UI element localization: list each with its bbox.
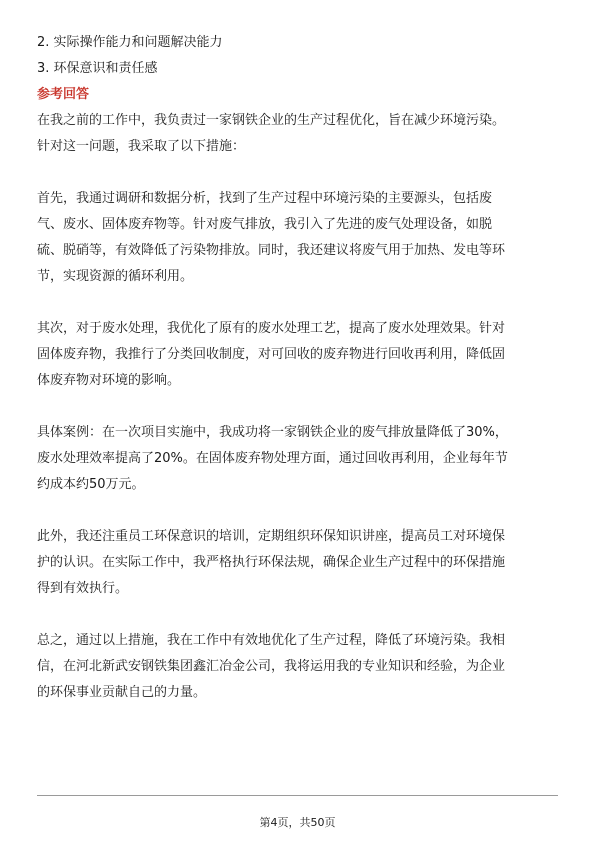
paragraph-line: 具体案例：在一次项目实施中，我成功将一家钢铁企业的废气排放量降低了30%， xyxy=(37,425,508,440)
answer-heading: 参考回答 xyxy=(37,87,90,102)
paragraph-line: 废水处理效率提高了20%。在固体废弃物处理方面，通过回收再利用，企业每年节 xyxy=(37,451,508,466)
paragraph xyxy=(37,316,558,394)
paragraph xyxy=(37,186,558,290)
paragraph-line: 固体废弃物，我推行了分类回收制度，对可回收的废弃物进行回收再利用，降低固 xyxy=(37,347,506,362)
paragraph-line: 约成本约50万元。 xyxy=(37,477,145,492)
paragraph xyxy=(37,108,558,160)
paragraph-line: 针对这一问题，我采取了以下措施： xyxy=(37,139,246,154)
paragraph xyxy=(37,628,558,706)
paragraph-spacer xyxy=(37,290,558,316)
paragraph-line: 硫、脱硝等，有效降低了污染物排放。同时，我还建议将废气用于加热、发电等环 xyxy=(37,243,506,258)
paragraph-spacer xyxy=(37,394,558,420)
paragraph-line: 其次，对于废水处理，我优化了原有的废水处理工艺，提高了废水处理效果。针对 xyxy=(37,321,506,336)
paragraph-line: 体废弃物对环境的影响。 xyxy=(37,373,181,388)
list-item: 2. 实际操作能力和问题解决能力 xyxy=(37,35,223,50)
paragraph-line: 总之，通过以上措施，我在工作中有效地优化了生产过程，降低了环境污染。我相 xyxy=(37,633,506,648)
footer-divider xyxy=(37,795,558,796)
paragraph-line: 信，在河北新武安钢铁集团鑫汇冶金公司，我将运用我的专业知识和经验，为企业 xyxy=(37,659,506,674)
paragraph-line: 此外，我还注重员工环保意识的培训，定期组织环保知识讲座，提高员工对环境保 xyxy=(37,529,506,544)
paragraph-spacer xyxy=(37,602,558,628)
list-item: 3. 环保意识和责任感 xyxy=(37,61,158,76)
paragraph-line: 在我之前的工作中，我负责过一家钢铁企业的生产过程优化，旨在减少环境污染。 xyxy=(37,113,506,128)
paragraph-spacer xyxy=(37,498,558,524)
paragraph xyxy=(37,524,558,602)
paragraph xyxy=(37,420,558,498)
paragraph-line: 首先，我通过调研和数据分析，找到了生产过程中环境污染的主要源头，包括废 xyxy=(37,191,493,206)
page-content xyxy=(37,30,558,706)
paragraph-line: 得到有效执行。 xyxy=(37,581,129,596)
paragraph-line: 的环保事业贡献自己的力量。 xyxy=(37,685,207,700)
paragraph-line: 节，实现资源的循环利用。 xyxy=(37,269,194,284)
page-number: 第4页，共50页 xyxy=(259,816,336,829)
paragraph-line: 护的认识。在实际工作中，我严格执行环保法规，确保企业生产过程中的环保措施 xyxy=(37,555,506,570)
paragraph-line: 气、废水、固体废弃物等。针对废气排放，我引入了先进的废气处理设备，如脱 xyxy=(37,217,493,232)
paragraph-spacer xyxy=(37,160,558,186)
